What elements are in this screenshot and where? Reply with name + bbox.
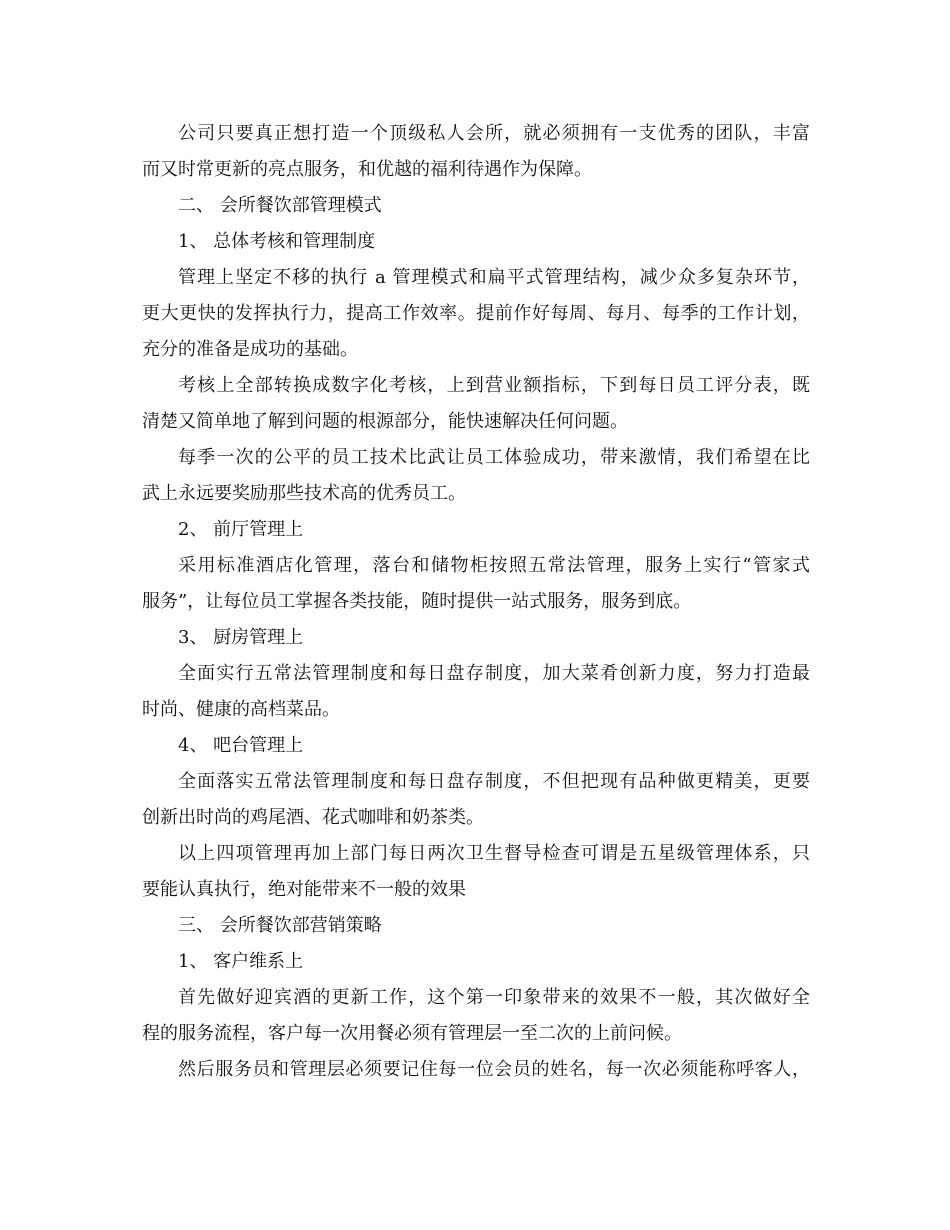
subsection-heading: 1、 客户维系上 xyxy=(178,951,304,972)
subsection-heading: 1、 总体考核和管理制度 xyxy=(178,231,376,252)
paragraph-line: 创新出时尚的鸡尾酒、花式咖啡和奶茶类。 xyxy=(142,807,484,828)
paragraph-line: 全面落实五常法管理制度和每日盘存制度，不但把现有品种做更精美，更要 xyxy=(178,771,810,792)
paragraph-line: 服务”，让每位员工掌握各类技能，随时提供一站式服务，服务到底。 xyxy=(142,591,692,612)
paragraph-line: 时尚、健康的高档菜品。 xyxy=(142,699,340,720)
paragraph-line: 武上永远要奖励那些技术高的优秀员工。 xyxy=(142,483,466,504)
paragraph-line: 更大更快的发挥执行力，提高工作效率。提前作好每周、每月、每季的工作计划， xyxy=(142,303,810,324)
subsection-heading: 3、 厨房管理上 xyxy=(178,627,304,648)
subsection-heading: 2、 前厅管理上 xyxy=(178,519,304,540)
paragraph-line: 程的服务流程，客户每一次用餐必须有管理层一至二次的上前问候。 xyxy=(142,1023,682,1044)
paragraph-line: 考核上全部转换成数字化考核，上到营业额指标，下到每日员工评分表，既 xyxy=(178,375,810,396)
paragraph-line: 首先做好迎宾酒的更新工作，这个第一印象带来的效果不一般，其次做好全 xyxy=(178,987,810,1008)
paragraph-line: 管理上坚定不移的执行 a 管理模式和扁平式管理结构，减少众多复杂环节， xyxy=(178,267,810,288)
paragraph-line: 采用标准酒店化管理，落台和储物柜按照五常法管理，服务上实行“管家式 xyxy=(178,555,810,576)
paragraph-line: 全面实行五常法管理制度和每日盘存制度，加大菜肴创新力度，努力打造最 xyxy=(178,663,810,684)
document-body xyxy=(142,116,810,1088)
paragraph-line: 以上四项管理再加上部门每日两次卫生督导检查可谓是五星级管理体系，只 xyxy=(178,843,810,864)
paragraph-line: 每季一次的公平的员工技术比武让员工体验成功，带来激情，我们希望在比 xyxy=(178,447,810,468)
section-heading: 二、 会所餐饮部管理模式 xyxy=(178,195,382,216)
paragraph-line: 公司只要真正想打造一个顶级私人会所，就必须拥有一支优秀的团队，丰富 xyxy=(178,123,810,144)
paragraph-line: 充分的准备是成功的基础。 xyxy=(142,339,358,360)
section-heading: 三、 会所餐饮部营销策略 xyxy=(178,915,382,936)
paragraph-line: 然后服务员和管理层必须要记住每一位会员的姓名，每一次必须能称呼客人， xyxy=(178,1059,810,1080)
paragraph-line: 清楚又简单地了解到问题的根源部分，能快速解决任何问题。 xyxy=(142,411,628,432)
paragraph-line: 而又时常更新的亮点服务，和优越的福利待遇作为保障。 xyxy=(142,159,592,180)
paragraph-line: 要能认真执行，绝对能带来不一般的效果 xyxy=(142,879,466,900)
subsection-heading: 4、 吧台管理上 xyxy=(178,735,304,756)
